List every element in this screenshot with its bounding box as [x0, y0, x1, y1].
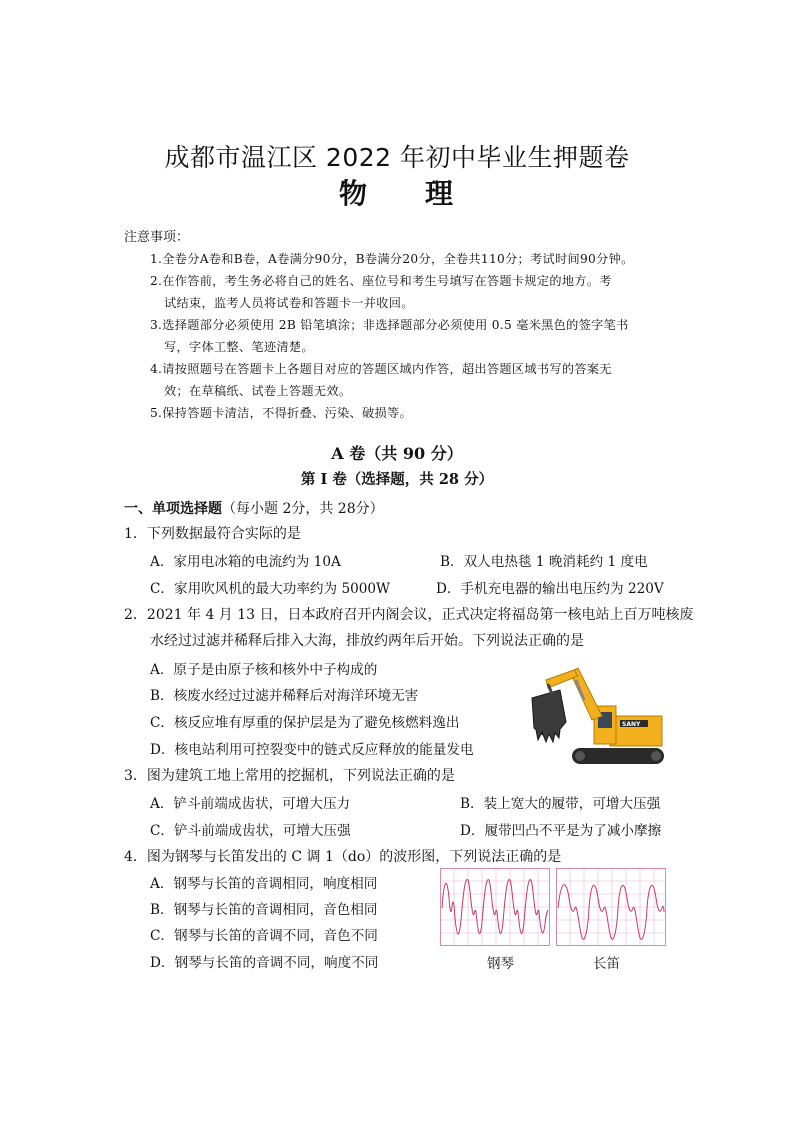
piano-label: 钢琴 — [487, 956, 514, 972]
subject-char-1: 物 — [338, 177, 369, 210]
track-wheel — [651, 751, 661, 761]
notice-line-4: 4.请按照题号在答题卡上各题目对应的答题区域内作答，超出答题区域书写的答案无 — [150, 362, 612, 376]
exam-title: 成都市温江区 2022 年初中毕业生押题卷 — [164, 143, 630, 172]
q4-option-b: B．钢琴与长笛的音调相同，音色相同 — [150, 902, 378, 918]
q4-option-a: A．钢琴与长笛的音调相同，响度相同 — [150, 876, 378, 892]
single-choice-note: （每小题 2分，共 28分） — [222, 501, 384, 517]
part-1-title: 第 I 卷（选择题，共 28 分） — [300, 471, 494, 488]
single-choice-label: 一、单项选择题 — [124, 501, 222, 517]
question-2-text-1: 2021 年 4 月 13 日，日本政府召开内阁会议，正式决定将福岛第一核电站上百万吨核废 — [146, 607, 694, 623]
q1-option-d: D．手机充电器的输出电压约为 220V — [436, 581, 664, 597]
notice-line-3: 3.选择题部分必须使用 2B 铅笔填涂；非选择题部分必须使用 0.5 毫米黑色的签字笔书 — [150, 318, 629, 332]
question-4-stem — [124, 846, 561, 866]
question-2-number: 2． — [124, 607, 147, 623]
q2-option-b: B．核废水经过过滤并稀释后对海洋环境无害 — [150, 688, 419, 704]
flute-waveform — [556, 868, 666, 946]
notice-line-3b: 写，字体工整、笔迹清楚。 — [164, 340, 314, 354]
notice-line-2b: 试结束，监考人员将试卷和答题卡一并收回。 — [164, 296, 414, 310]
flute-label: 长笛 — [593, 956, 620, 972]
subject-title — [0, 172, 794, 212]
question-1-number: 1． — [124, 526, 147, 542]
question-3-number: 3． — [124, 768, 147, 784]
question-4-number: 4． — [124, 849, 147, 865]
flute-wave-line — [558, 885, 664, 940]
excavator-track — [572, 748, 664, 764]
question-3-stem — [124, 765, 455, 785]
q3-option-d: D．履带凹凸不平是为了减小摩擦 — [460, 823, 662, 839]
notice-line-5: 5.保持答题卡清洁，不得折叠、污染、破损等。 — [150, 406, 412, 420]
question-3-text: 图为建筑工地上常用的挖掘机，下列说法正确的是 — [146, 768, 455, 784]
brand-text: SANY — [622, 721, 641, 728]
single-choice-heading — [124, 498, 384, 518]
piano-waveform — [440, 868, 550, 946]
q2-option-c: C．核反应堆有厚重的保护层是为了避免核燃料逸出 — [150, 715, 460, 731]
question-4-text: 图为钢琴与长笛发出的 C 调 1（do）的波形图，下列说法正确的是 — [146, 849, 562, 865]
q2-option-a: A．原子是由原子核和核外中子构成的 — [150, 662, 378, 678]
q4-option-c: C．钢琴与长笛的音调不同，音色不同 — [150, 928, 378, 944]
excavator-image — [522, 660, 670, 772]
notice-line-2: 2.在作答前，考生务必将自己的姓名、座位号和考生号填写在答题卡规定的地方。考 — [150, 274, 612, 288]
question-2-stem — [124, 604, 694, 624]
flute-grid — [556, 868, 666, 946]
track-wheel — [575, 751, 585, 761]
q1-option-b: B．双人电热毯 1 晚消耗约 1 度电 — [440, 554, 648, 570]
q4-option-d: D．钢琴与长笛的音调不同，响度不同 — [150, 955, 379, 971]
subject-char-2: 理 — [425, 177, 456, 210]
question-1-text: 下列数据最符合实际的是 — [146, 526, 301, 542]
section-a-title: A 卷（共 90 分） — [331, 444, 463, 463]
piano-grid — [440, 868, 550, 946]
q1-option-c: C．家用吹风机的最大功率约为 5000W — [150, 581, 391, 597]
bucket-teeth — [536, 730, 560, 742]
notice-line-1: 1.全卷分A卷和B卷，A卷满分90分，B卷满分20分，全卷共110分；考试时间90分钟。 — [150, 252, 634, 266]
q1-option-a: A．家用电冰箱的电流约为 10A — [150, 554, 341, 570]
notice-line-4b: 效；在草稿纸、试卷上答题无效。 — [164, 384, 352, 398]
q3-option-c: C．铲斗前端成齿状，可增大压强 — [150, 823, 351, 839]
q3-option-b: B．装上宽大的履带，可增大压强 — [460, 796, 661, 812]
q3-option-a: A．铲斗前端成齿状，可增大压力 — [150, 796, 351, 812]
question-1-stem — [124, 523, 301, 543]
notice-heading: 注意事项： — [124, 230, 190, 245]
question-2-text-2: 水经过过滤并稀释后排入大海，排放约两年后开始。下列说法正确的是 — [150, 633, 584, 649]
q2-option-d: D．核电站利用可控裂变中的链式反应释放的能量发电 — [150, 742, 474, 758]
excavator-bucket — [532, 690, 566, 736]
